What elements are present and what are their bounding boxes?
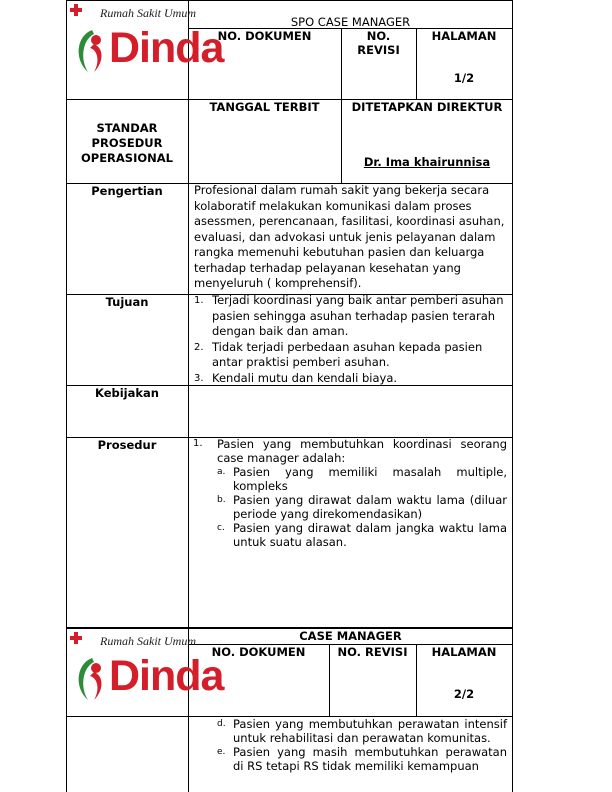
document-title: CASE MANAGER (299, 629, 402, 643)
list-item: d. Pasien yang membutuhkan perawatan intensif untuk rehabilitasi dan perawatan komunitas. (217, 717, 507, 745)
prosedur-list-continued (217, 717, 507, 773)
list-item: 2. Tidak terjadi perbedaan asuhan kepada pasien antar praktisi pemberi asuhan. (194, 339, 483, 369)
pengertian-text: Profesional dalam rumah sakit yang bekerja secara kolaboratif melakukan komunikasi dalam proses asessmen, perencanaan, fasilitasi, koordinasi asuhan, evaluasi, dan advokasi untuk jenis pelayanan dalam rangka memenuhi kebutuhan pasien dan keluarga terhadap terhadap pelayanan kesehatan yang menyeluruh ( komprehensif). (194, 183, 505, 290)
list-item: 1. Pasien yang membutuhkan koordinasi seorang case manager adalah: (193, 437, 507, 465)
logo-text-rumah-sakit: Rumah Sakit Umum (100, 634, 196, 648)
direktur-name: Dr. Ima khairunnisa (363, 155, 491, 169)
hospital-logo (70, 2, 224, 84)
list-item: a. Pasien yang memiliki masalah multiple, kompleks (217, 465, 507, 493)
ditetapkan-direktur-label: DITETAPKAN DIREKTUR (351, 100, 503, 114)
list-item: 1. Terjadi koordinasi yang baik antar pemberi asuhan pasien sehingga asuhan terhadap pasien terarah dengan baik dan aman. (194, 293, 504, 338)
list-item: 3. Kendali mutu dan kendali biaya. (194, 370, 398, 385)
tujuan-list (194, 293, 504, 386)
kebijakan-label: Kebijakan (95, 386, 159, 400)
document-title: SPO CASE MANAGER (290, 15, 411, 29)
list-item: c. Pasien yang dirawat dalam jangka waktu lama untuk suatu alasan. (217, 521, 507, 549)
halaman-label: HALAMAN (431, 29, 497, 43)
logo-text-dinda: Dinda (109, 652, 224, 700)
prosedur-list (193, 437, 507, 549)
no-dokumen-label: NO. DOKUMEN (211, 645, 306, 659)
hospital-logo (70, 630, 224, 712)
halaman-label: HALAMAN (431, 645, 497, 659)
halaman-value: 2/2 (453, 687, 475, 701)
no-dokumen-label: NO. DOKUMEN (217, 29, 312, 43)
logo-text-rumah-sakit: Rumah Sakit Umum (100, 6, 196, 20)
no-revisi-label: NO. REVISI (357, 29, 400, 57)
pengertian-label: Pengertian (91, 184, 163, 198)
list-item: b. Pasien yang dirawat dalam waktu lama (diluar periode yang direkomendasikan) (217, 493, 507, 521)
halaman-value: 1/2 (453, 71, 475, 85)
list-item: e. Pasien yang masih membutuhkan perawatan di RS tetapi RS tidak memiliki kemampuan (217, 745, 507, 773)
standar-prosedur-label: STANDAR PROSEDUR OPERASIONAL (80, 121, 173, 165)
no-revisi-label: NO. REVISI (337, 645, 408, 659)
logo-text-dinda: Dinda (109, 24, 224, 72)
tujuan-label: Tujuan (105, 295, 149, 309)
tanggal-terbit-label: TANGGAL TERBIT (209, 100, 320, 114)
prosedur-label: Prosedur (97, 438, 157, 452)
